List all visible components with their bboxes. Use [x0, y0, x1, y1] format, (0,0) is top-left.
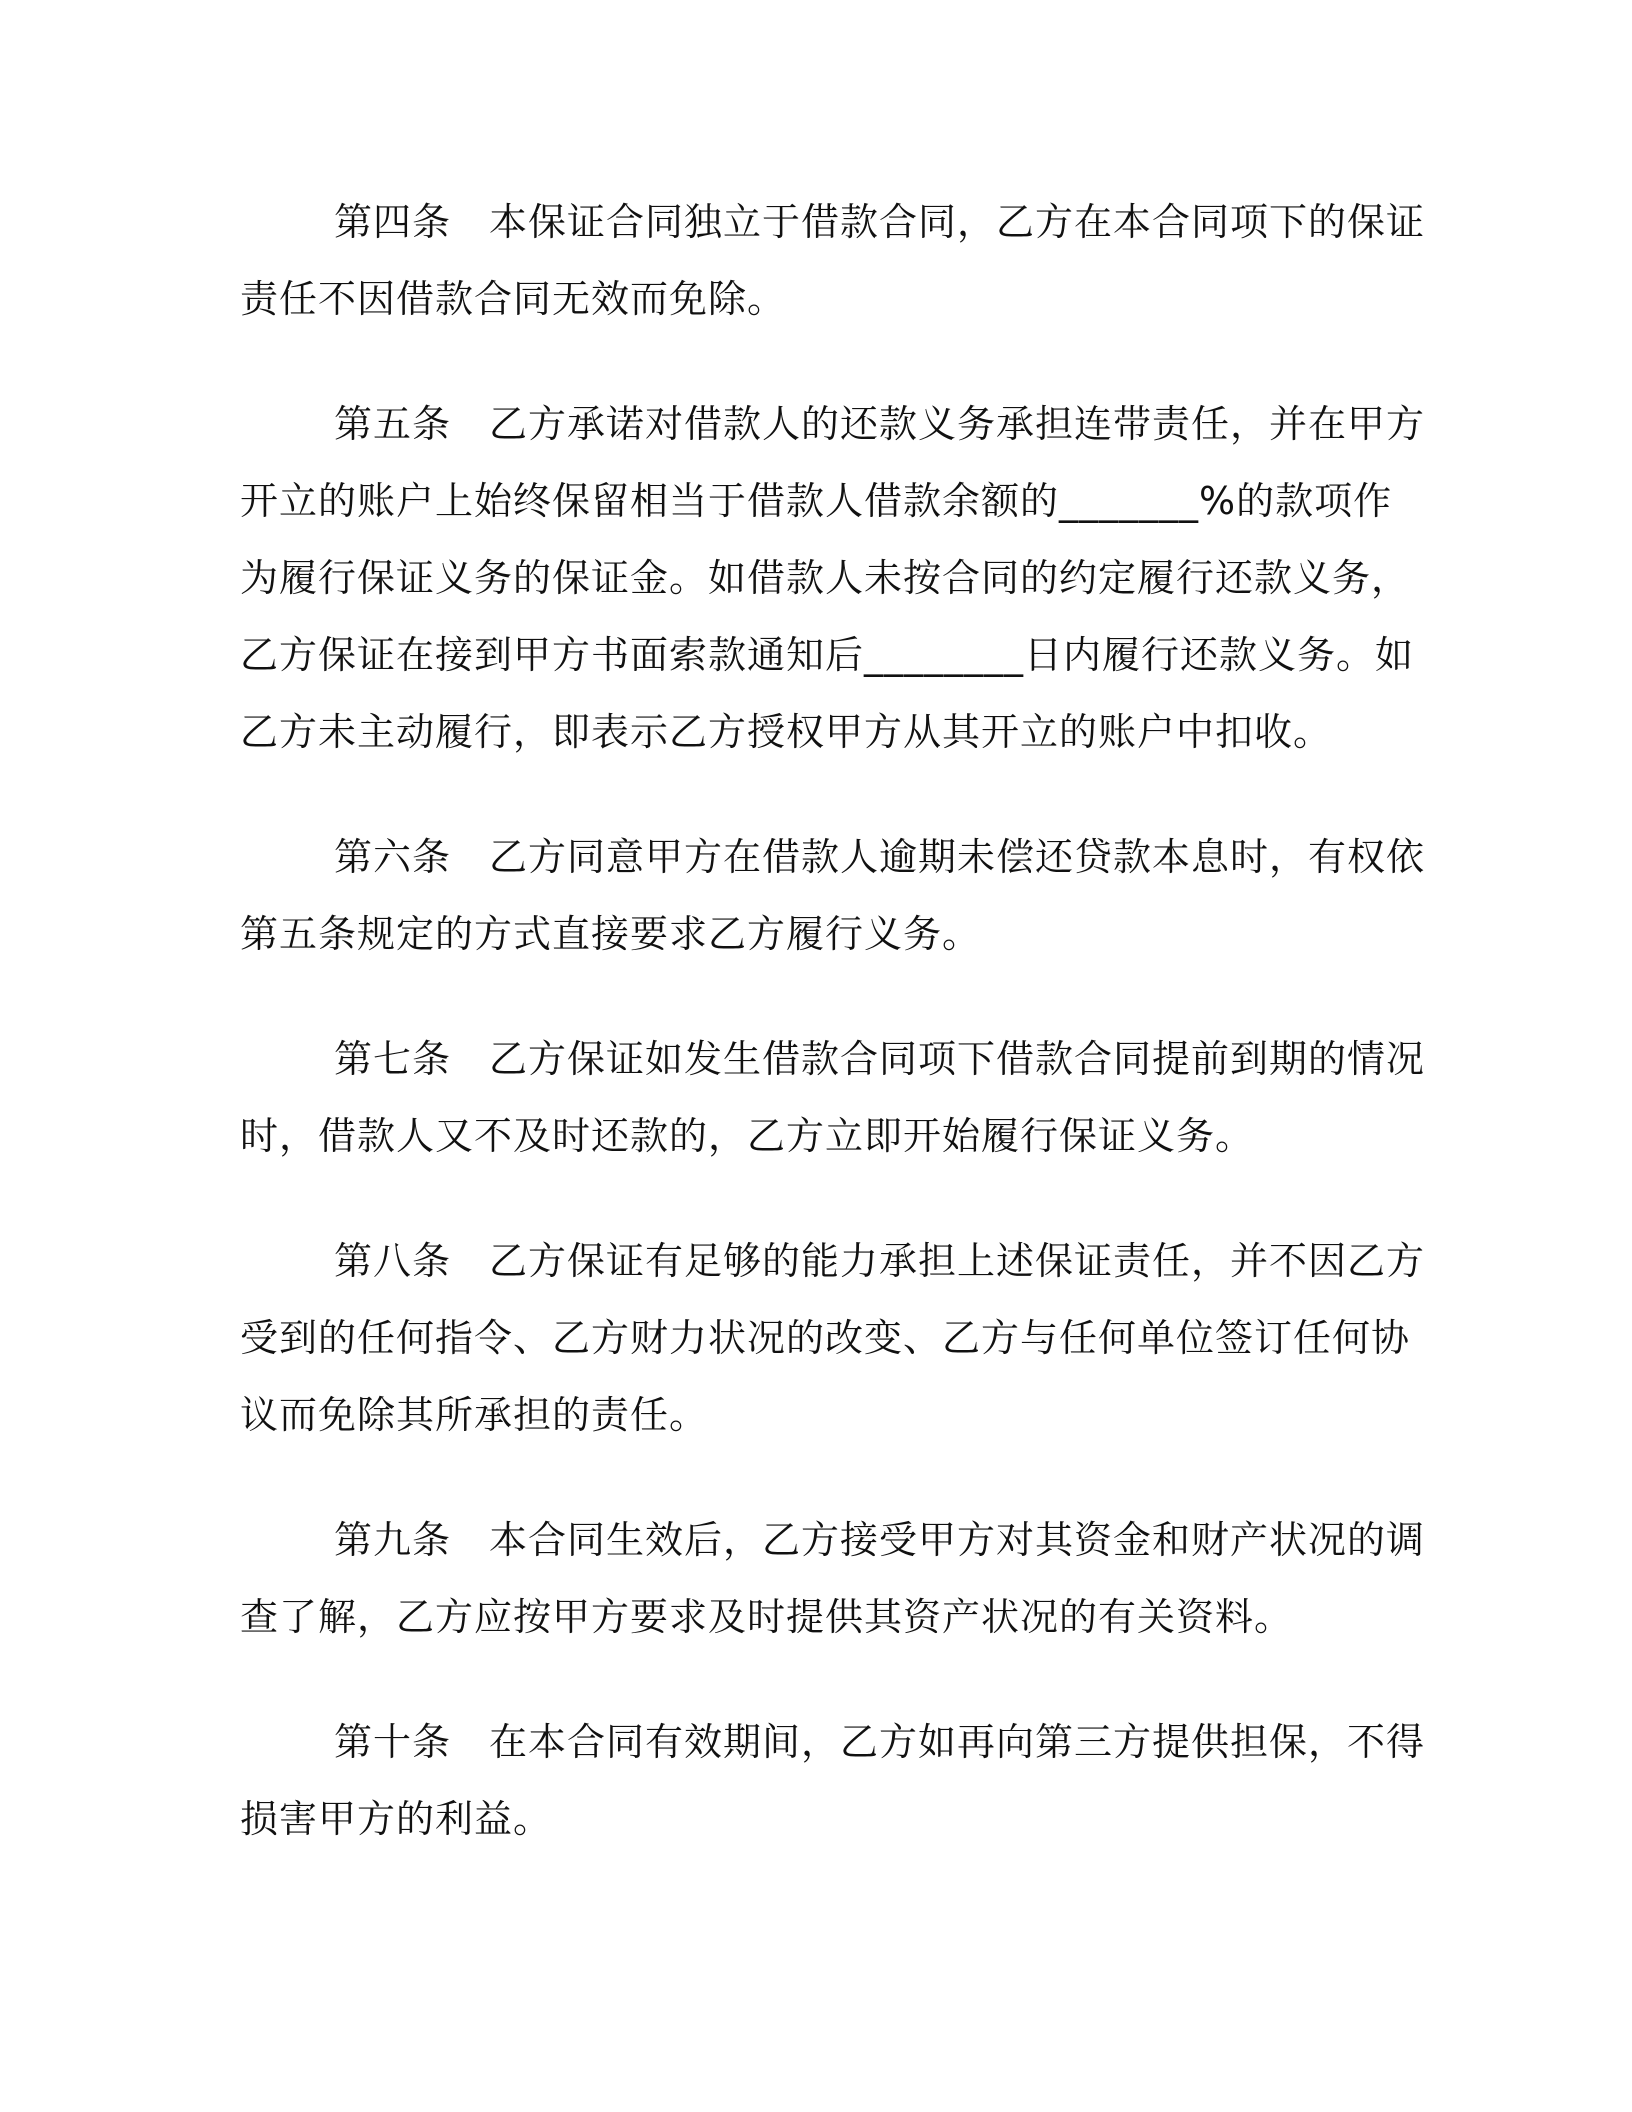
clause-number: 第六条 [334, 835, 452, 879]
clause-line: 议而免除其所承担的责任。 [240, 1393, 709, 1437]
clause-line: 乙方未主动履行，即表示乙方授权甲方从其开立的账户中扣收。 [240, 710, 1333, 754]
clause-number: 第八条 [334, 1239, 452, 1283]
clause-line [240, 386, 1426, 463]
clause-text: 乙方承诺对借款人的还款义务承担连带责任，并在甲方 [489, 402, 1426, 446]
clause-4 [240, 184, 1426, 338]
clause-number: 第十条 [334, 1720, 452, 1764]
clause-line: 查了解，乙方应按甲方要求及时提供其资产状况的有关资料。 [240, 1595, 1294, 1639]
clause-line: 受到的任何指令、乙方财力状况的改变、乙方与任何单位签订任何协 [240, 1316, 1411, 1360]
clause-6 [240, 819, 1426, 973]
clause-line: 为履行保证义务的保证金。如借款人未按合同的约定履行还款义务， [240, 556, 1411, 600]
clause-number: 第九条 [334, 1518, 452, 1562]
clause-line [240, 1502, 1426, 1579]
clause-line: 第五条规定的方式直接要求乙方履行义务。 [240, 912, 982, 956]
clause-5 [240, 386, 1426, 771]
clause-line [240, 184, 1426, 261]
clause-number: 第五条 [334, 402, 452, 446]
clause-line: 时，借款人又不及时还款的，乙方立即开始履行保证义务。 [240, 1114, 1255, 1158]
clause-line: 乙方保证在接到甲方书面索款通知后________日内履行还款义务。如 [240, 633, 1415, 677]
clause-7 [240, 1021, 1426, 1175]
document-body [240, 184, 1426, 1906]
clause-8 [240, 1223, 1426, 1454]
clause-line [240, 1223, 1426, 1300]
clause-text: 在本合同有效期间，乙方如再向第三方提供担保，不得 [489, 1720, 1426, 1764]
clause-10 [240, 1704, 1426, 1858]
clause-line: 责任不因借款合同无效而免除。 [240, 277, 787, 321]
clause-text: 乙方同意甲方在借款人逾期未偿还贷款本息时，有权依 [489, 835, 1426, 879]
clause-text: 本合同生效后，乙方接受甲方对其资金和财产状况的调 [489, 1518, 1426, 1562]
clause-text: 乙方保证有足够的能力承担上述保证责任，并不因乙方 [489, 1239, 1426, 1283]
clause-text: 本保证合同独立于借款合同，乙方在本合同项下的保证 [489, 200, 1426, 244]
clause-number: 第四条 [334, 200, 452, 244]
clause-number: 第七条 [334, 1037, 452, 1081]
clause-line: 开立的账户上始终保留相当于借款人借款余额的_______%的款项作 [240, 479, 1393, 523]
clause-line [240, 1021, 1426, 1098]
clause-text: 乙方保证如发生借款合同项下借款合同提前到期的情况 [489, 1037, 1426, 1081]
clause-line [240, 819, 1426, 896]
clause-9 [240, 1502, 1426, 1656]
clause-line [240, 1704, 1426, 1781]
clause-line: 损害甲方的利益。 [240, 1797, 553, 1841]
